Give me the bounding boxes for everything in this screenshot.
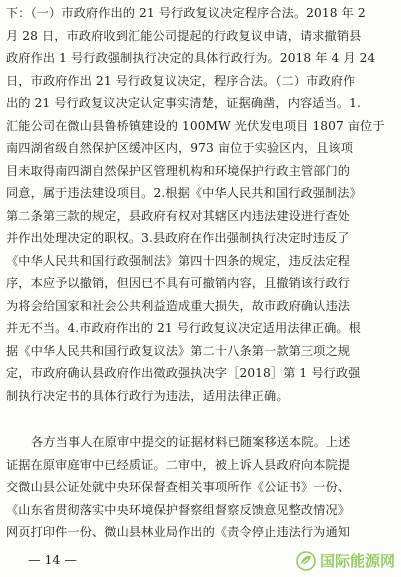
text-line: 汇能公司在微山县鲁桥镇建设的 100MW 光伏发电项目 1807 亩位于 bbox=[6, 118, 385, 133]
text-line: 出的 21 号行政复议决定认定事实清楚，证据确凿，内容适当。1. bbox=[6, 96, 361, 110]
text-line: 为将会给国家和社会公共利益造成重大损失，故市政府确认违法 bbox=[6, 298, 351, 313]
text-line: 第二条第三款的规定，县政府有权对其辖区内违法建设进行查处 bbox=[6, 208, 351, 223]
text-line: 下：（一）市政府作出的 21 号行政复议决定程序合法。2018 年 2 bbox=[6, 6, 366, 20]
text-line: 并无不当。4.市政府作出的 21 号行政复议决定适用法律正确。根 bbox=[6, 321, 361, 335]
text-line: 交微山县公证处就中央环保督查相关事项所作《公证书》一份、 bbox=[6, 480, 351, 494]
text-line: 《山东省贯彻落实中央环境保护督察组督察反馈意见整改情况》 bbox=[6, 502, 351, 517]
text-line: 据《中华人民共和国行政复议法》第二十八条第一款第三项之规 bbox=[6, 343, 351, 358]
text-line: 并作出处理决定的职权。3.县政府在作出强制执行决定时违反了 bbox=[6, 231, 350, 245]
text-line: 日，市政府作出 21 号行政复议决定，程序合法。（二）市政府作 bbox=[6, 73, 356, 88]
text-line: 南四湖省级自然保护区缓冲区内，973 亩位于实验区内，且该项 bbox=[6, 141, 354, 155]
text-line: 证据在原审庭审中已经质证。二审中，被上诉人县政府向本院提 bbox=[6, 457, 351, 472]
paragraph-2 bbox=[6, 431, 394, 544]
watermark-text: 国际能源网 bbox=[319, 552, 395, 570]
watermark bbox=[296, 551, 395, 571]
text-line: 月 28 日，市政府收到汇能公司提起的行政复议申请，请求撤销县 bbox=[6, 28, 362, 43]
page-number: — 14 — bbox=[28, 552, 77, 567]
text-line: 定，市政府确认县政府作出徵政强执决字［2018］第 1 号行政强 bbox=[6, 366, 361, 380]
text-line: 序，本应予以撤销，但因已不具有可撤销内容，且撤销该行政行 bbox=[6, 276, 351, 290]
text-line: 制执行决定书的具体行政行为违法，适用法律正确。 bbox=[6, 388, 289, 403]
text-line: 政府作出 1 号行政强制执行决定的具体行政行为。2018 年 4 月 24 bbox=[6, 51, 376, 65]
paragraph-1 bbox=[6, 2, 394, 407]
text-line: 同意，属于违法建设项目。2.根据《中华人民共和国行政强制法》 bbox=[6, 186, 362, 200]
text-line: 网页打印件一份、微山县林业局作出的《责令停止违法行为通知 bbox=[6, 525, 351, 539]
text-line: 《中华人民共和国行政强制法》第四十四条的规定，违反法定程 bbox=[6, 253, 351, 268]
text-line: 目未取得南四湖自然保护区管理机构和环境保护行政主管部门的 bbox=[6, 163, 351, 178]
text-line: 各方当事人在原审中提交的证据材料已随案移送本院。上述 bbox=[31, 435, 351, 449]
leaf-logo-icon bbox=[296, 551, 316, 571]
